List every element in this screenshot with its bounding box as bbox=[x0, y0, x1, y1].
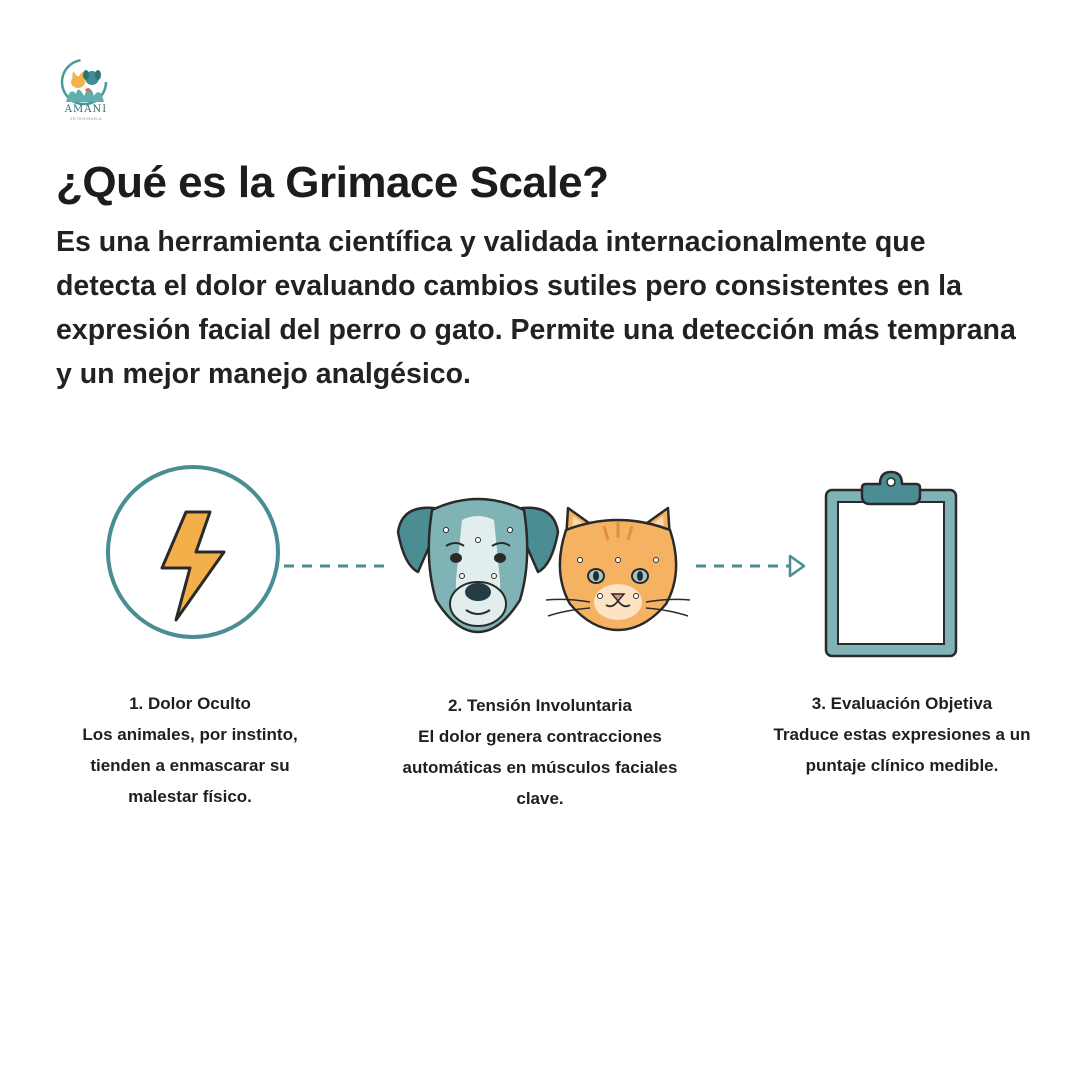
step-tension-involuntaria bbox=[395, 690, 685, 814]
dashed-arrow-connector-right bbox=[696, 556, 804, 576]
dog-and-cat-faces-icon bbox=[398, 499, 690, 632]
illustration-row bbox=[0, 460, 1080, 680]
intro-paragraph: Es una herramienta científica y validada internacionalmente que detecta el dolor evaluando cambios sutiles pero consistentes en la expresión facial del perro o gato. Permite una detección más temprana y un mejor manejo analgésico. bbox=[56, 226, 1016, 390]
step-title: 3. Evaluación Objetiva bbox=[811, 694, 993, 713]
brand-logo bbox=[56, 56, 116, 122]
step-description: Los animales, por instinto, tienden a enmascarar su malestar físico. bbox=[82, 725, 298, 806]
lightning-bolt-icon bbox=[108, 467, 278, 637]
brand-tagline: VETERINARIA bbox=[69, 116, 103, 121]
amani-logo-icon bbox=[56, 56, 116, 106]
step-evaluacion-objetiva bbox=[762, 688, 1042, 781]
brand-name: AMANI bbox=[64, 104, 108, 115]
step-title: 1. Dolor Oculto bbox=[129, 694, 251, 713]
step-description: El dolor genera contracciones automáticas en músculos faciales clave. bbox=[402, 727, 678, 808]
step-title: 2. Tensión Involuntaria bbox=[448, 696, 632, 715]
clipboard-icon bbox=[826, 472, 956, 656]
step-description: Traduce estas expresiones a un puntaje clínico medible. bbox=[773, 725, 1031, 775]
page-title: ¿Qué es la Grimace Scale? bbox=[56, 158, 609, 207]
step-dolor-oculto bbox=[60, 688, 320, 812]
